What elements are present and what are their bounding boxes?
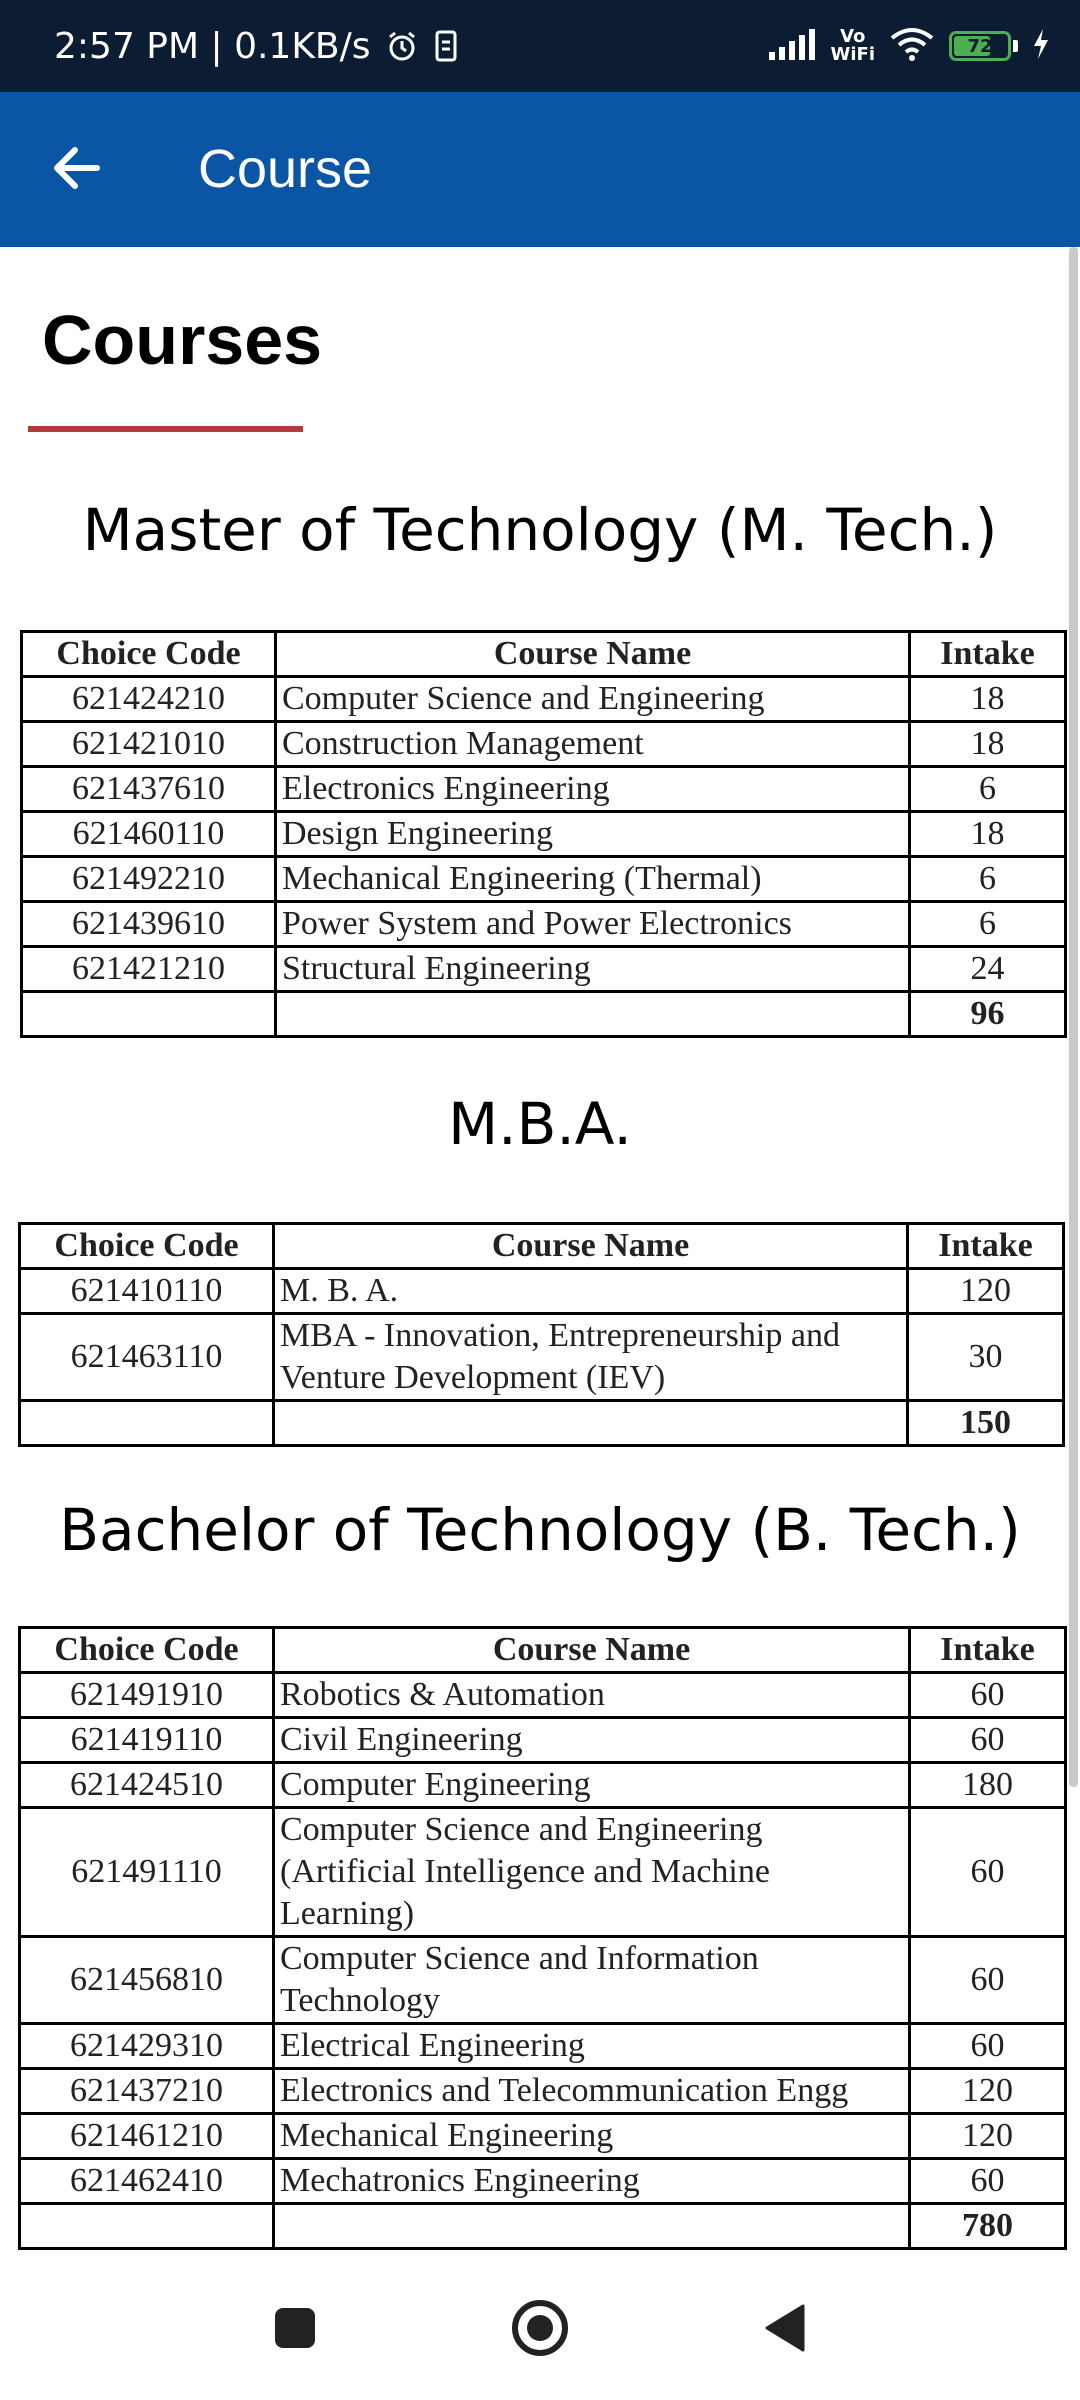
table-row [20, 1718, 1066, 1763]
table-row [20, 1808, 1066, 1937]
charging-icon [1032, 28, 1050, 65]
course-name: Power System and Power Electronics [276, 902, 910, 947]
heading-underline [28, 426, 303, 432]
app-bar [0, 92, 1080, 247]
header-choice-code: Choice Code [20, 1224, 274, 1269]
btech-table [18, 1626, 1067, 2250]
table-row [22, 947, 1066, 992]
choice-code: 621429310 [20, 2024, 274, 2069]
table-row [20, 1673, 1066, 1718]
header-choice-code: Choice Code [20, 1628, 274, 1673]
choice-code: 621419110 [20, 1718, 274, 1763]
course-name: MBA - Innovation, Entrepreneurship and Venture Development (IEV) [274, 1314, 908, 1401]
table-header-row [20, 1224, 1064, 1269]
intake: 60 [910, 2159, 1066, 2204]
choice-code: 621410110 [20, 1269, 274, 1314]
status-bar [0, 0, 1080, 92]
arrow-left-icon [51, 145, 101, 191]
course-name: Design Engineering [276, 812, 910, 857]
navigation-bar [0, 2260, 1080, 2400]
status-right [767, 0, 1051, 92]
course-name: Mechatronics Engineering [274, 2159, 910, 2204]
header-intake: Intake [910, 632, 1066, 677]
choice-code: 621462410 [20, 2159, 274, 2204]
choice-code: 621421010 [22, 722, 276, 767]
total-intake: 150 [908, 1401, 1064, 1446]
intake: 6 [910, 857, 1066, 902]
table-row [20, 1314, 1064, 1401]
page-title: Courses [42, 301, 323, 379]
system-back-button[interactable] [745, 2288, 825, 2368]
section-title-mtech: Master of Technology (M. Tech.) [82, 496, 998, 564]
battery-level: 72 [967, 35, 993, 57]
header-intake: Intake [910, 1628, 1066, 1673]
empty-cell [20, 2204, 274, 2249]
choice-code: 621424210 [22, 677, 276, 722]
total-row [20, 2204, 1066, 2249]
course-name: Electronics and Telecommunication Engg [274, 2069, 910, 2114]
empty-cell [20, 1401, 274, 1446]
intake: 60 [910, 2024, 1066, 2069]
table-row [20, 2114, 1066, 2159]
course-name: Robotics & Automation [274, 1673, 910, 1718]
vowifi-top: Vo [840, 26, 866, 47]
course-name: Civil Engineering [274, 1718, 910, 1763]
intake: 120 [910, 2114, 1066, 2159]
choice-code: 621461210 [20, 2114, 274, 2159]
intake: 6 [910, 767, 1066, 812]
course-name: Electronics Engineering [276, 767, 910, 812]
recents-square-icon [273, 2306, 317, 2350]
table-row [20, 2024, 1066, 2069]
choice-code: 621424510 [20, 1763, 274, 1808]
empty-cell [276, 992, 910, 1037]
intake: 60 [910, 1808, 1066, 1937]
table-row [22, 812, 1066, 857]
intake: 30 [908, 1314, 1064, 1401]
back-triangle-icon [763, 2303, 807, 2353]
alarm-icon [385, 29, 419, 63]
vowifi-bottom: WiFi [830, 44, 875, 65]
intake: 18 [910, 812, 1066, 857]
table-header-row [22, 632, 1066, 677]
mba-table [18, 1222, 1065, 1447]
choice-code: 621421210 [22, 947, 276, 992]
total-row [20, 1401, 1064, 1446]
battery-cap [1013, 40, 1018, 52]
back-button[interactable] [40, 132, 112, 204]
table-row [20, 1937, 1066, 2024]
header-intake: Intake [908, 1224, 1064, 1269]
table-row [20, 2069, 1066, 2114]
header-choice-code: Choice Code [22, 632, 276, 677]
course-name: Computer Engineering [274, 1763, 910, 1808]
total-row [22, 992, 1066, 1037]
intake: 18 [910, 677, 1066, 722]
section-title-mba: M.B.A. [448, 1090, 632, 1158]
choice-code: 621460110 [22, 812, 276, 857]
choice-code: 621491110 [20, 1808, 274, 1937]
status-left [54, 0, 459, 92]
table-row [22, 677, 1066, 722]
empty-cell [274, 1401, 908, 1446]
choice-code: 621491910 [20, 1673, 274, 1718]
choice-code: 621456810 [20, 1937, 274, 2024]
course-name: Computer Science and Information Technology [274, 1937, 910, 2024]
intake: 120 [908, 1269, 1064, 1314]
table-row [22, 767, 1066, 812]
table-header-row [20, 1628, 1066, 1673]
course-name: Electrical Engineering [274, 2024, 910, 2069]
intake: 6 [910, 902, 1066, 947]
intake: 180 [910, 1763, 1066, 1808]
battery-icon [949, 31, 1011, 61]
table-row [20, 2159, 1066, 2204]
choice-code: 621439610 [22, 902, 276, 947]
choice-code: 621492210 [22, 857, 276, 902]
total-intake: 96 [910, 992, 1066, 1037]
mtech-table [20, 630, 1067, 1038]
empty-cell [22, 992, 276, 1037]
course-name: Mechanical Engineering [274, 2114, 910, 2159]
intake: 24 [910, 947, 1066, 992]
signal-icon [767, 28, 817, 65]
home-button[interactable] [500, 2288, 580, 2368]
recents-button[interactable] [255, 2288, 335, 2368]
status-time-speed: 2:57 PM | 0.1KB/s [54, 25, 371, 67]
intake: 18 [910, 722, 1066, 767]
empty-cell [274, 2204, 910, 2249]
home-circle-icon [510, 2298, 570, 2358]
course-name: Computer Science and Engineering [276, 677, 910, 722]
choice-code: 621463110 [20, 1314, 274, 1401]
course-name: M. B. A. [274, 1269, 908, 1314]
course-name: Mechanical Engineering (Thermal) [276, 857, 910, 902]
intake: 60 [910, 1937, 1066, 2024]
intake: 60 [910, 1718, 1066, 1763]
total-intake: 780 [910, 2204, 1066, 2249]
table-row [22, 722, 1066, 767]
app-bar-title: Course [198, 139, 373, 199]
intake: 60 [910, 1673, 1066, 1718]
course-name: Construction Management [276, 722, 910, 767]
header-course-name: Course Name [274, 1224, 908, 1269]
header-course-name: Course Name [274, 1628, 910, 1673]
course-name: Structural Engineering [276, 947, 910, 992]
intake: 120 [910, 2069, 1066, 2114]
table-row [22, 902, 1066, 947]
sim-icon [433, 29, 459, 63]
table-row [22, 857, 1066, 902]
vowifi-indicator [831, 28, 876, 64]
section-title-btech: Bachelor of Technology (B. Tech.) [59, 1496, 1021, 1564]
table-row [20, 1269, 1064, 1314]
wifi-icon [889, 26, 935, 67]
table-row [20, 1763, 1066, 1808]
choice-code: 621437210 [20, 2069, 274, 2114]
course-name: Computer Science and Engineering (Artificial Intelligence and Machine Learning) [274, 1808, 910, 1937]
choice-code: 621437610 [22, 767, 276, 812]
header-course-name: Course Name [276, 632, 910, 677]
